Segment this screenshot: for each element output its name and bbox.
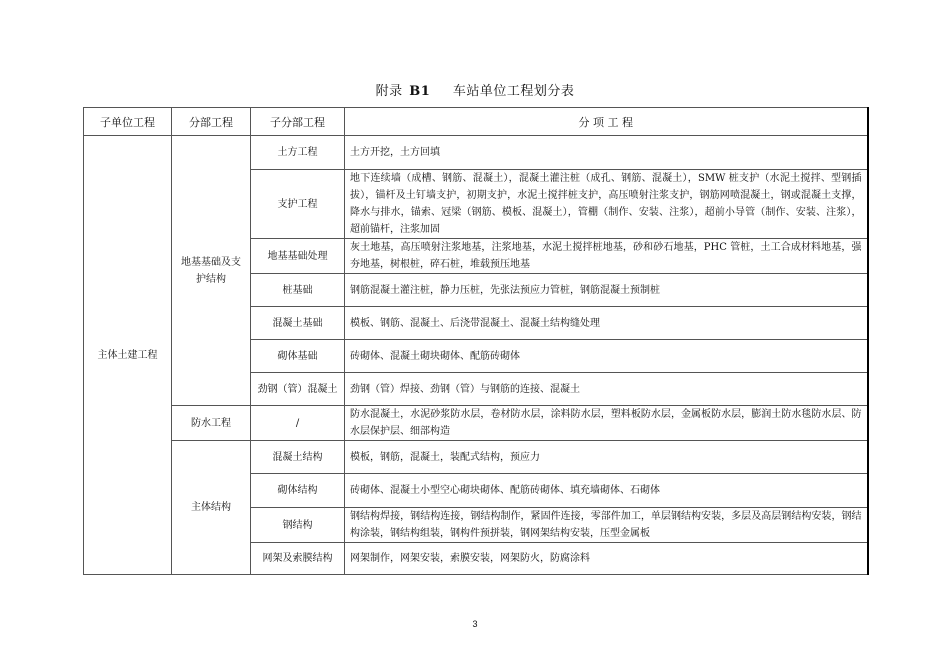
title-prefix: 附录 (375, 84, 403, 99)
subdivision-cell: 混凝土结构 (251, 441, 345, 474)
subdivision-cell: 砌体基础 (251, 340, 345, 373)
items-cell: 网架制作，网架安装，索膜安装，网架防火，防腐涂料 (345, 543, 868, 575)
items-cell: 模板，钢筋，混凝土，装配式结构，预应力 (345, 441, 868, 474)
items-cell: 灰土地基，高压喷射注浆地基，注浆地基，水泥土搅拌桩地基，砂和砂石地基，PHC 管桩，土工合成材料地基，强夯地基，树根桩，碎石桩，堆载预压地基 (345, 239, 868, 274)
document-title (0, 80, 950, 99)
unit-cell: 主体土建工程 (84, 136, 172, 575)
header-subdivision: 子分部工程 (251, 108, 345, 136)
division-cell: 地基基础及支护结构 (172, 136, 251, 406)
items-cell: 砖砌体、混凝土小型空心砌块砌体、配筋砖砌体、填充墙砌体、石砌体 (345, 474, 868, 508)
items-cell: 土方开挖，土方回填 (345, 136, 868, 170)
title-text: 车站单位工程划分表 (452, 84, 575, 99)
subdivision-cell: / (251, 406, 345, 441)
items-cell: 模板、钢筋、混凝土、后浇带混凝土、混凝土结构缝处理 (345, 307, 868, 340)
subdivision-cell: 钢结构 (251, 508, 345, 543)
header-division: 分部工程 (172, 108, 251, 136)
subdivision-cell: 网架及索膜结构 (251, 543, 345, 575)
title-code: B1 (409, 84, 431, 99)
table-row (84, 441, 868, 474)
items-cell: 地下连续墙（成槽、钢筋、混凝土），混凝土灌注桩（成孔、钢筋、混凝土），SMW 桩支护（水泥土搅拌、型钢插拔），锚杆及土钉墙支护，初期支护，水泥土搅拌桩支护，高压喷射注浆支护，钢筋网喷混凝土，钢或混凝土支撑，降水与排水，锚索、冠梁（钢筋、模板、混凝土），管棚（制作、安装、注浆），超前小导管（制作、安装、注浆），超前锚杆，注浆加固 (345, 170, 868, 239)
subdivision-cell: 土方工程 (251, 136, 345, 170)
subdivision-cell: 砌体结构 (251, 474, 345, 508)
items-cell: 钢结构焊接，钢结构连接，钢结构制作，紧固件连接，零部件加工，单层钢结构安装，多层及高层钢结构安装，钢结构涂装，钢结构组装，钢构件预拼装，钢网架结构安装，压型金属板 (345, 508, 868, 543)
subdivision-cell: 混凝土基础 (251, 307, 345, 340)
subdivision-cell: 桩基础 (251, 274, 345, 307)
items-cell: 钢筋混凝土灌注桩，静力压桩，先张法预应力管桩，钢筋混凝土预制桩 (345, 274, 868, 307)
division-cell: 防水工程 (172, 406, 251, 441)
header-unit: 子单位工程 (84, 108, 172, 136)
items-cell: 劲钢（管）焊接、劲钢（管）与钢筋的连接、混凝土 (345, 373, 868, 406)
division-cell: 主体结构 (172, 441, 251, 575)
header-items: 分 项 工 程 (345, 108, 868, 136)
page-number: 3 (472, 619, 478, 629)
division-table (83, 107, 869, 575)
subdivision-cell: 支护工程 (251, 170, 345, 239)
table-row (84, 406, 868, 441)
subdivision-cell: 地基基础处理 (251, 239, 345, 274)
header-row (84, 108, 868, 136)
items-cell: 砖砌体、混凝土砌块砌体、配筋砖砌体 (345, 340, 868, 373)
items-cell: 防水混凝土，水泥砂浆防水层，卷材防水层，涂料防水层，塑料板防水层，金属板防水层，膨润土防水毯防水层、防水层保护层、细部构造 (345, 406, 868, 441)
subdivision-cell: 劲钢（管）混凝土 (251, 373, 345, 406)
table-row (84, 136, 868, 170)
